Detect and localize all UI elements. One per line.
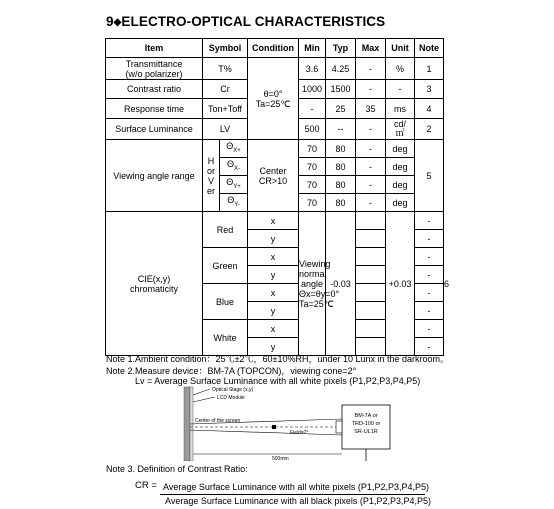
viewing-symbol: $\Theta_{Y+}$ [220,176,248,194]
viewing-min: 70 [299,194,326,212]
viewing-unit: deg [386,176,415,194]
cie-coord: x [248,212,299,230]
transmittance-unit: % [386,58,415,80]
note-3: Note 3. Definition of Contrast Ratio: [106,464,248,474]
cie-coord: y [248,266,299,284]
header-max: Max [356,39,386,58]
optical-stage-label: Optical Stage (x,y) [212,387,254,393]
cie-condition: Viewing normal angle Θx=θy=0° Ta=25℃ [299,212,326,356]
cie-typ [356,284,386,302]
response-max: 35 [356,99,386,119]
transmittance-note: 1 [415,58,444,80]
response-min: - [299,99,326,119]
cie-unit: - [415,302,444,320]
table-row: CIE(x,y) chromaticity Red x Viewing normal angle Θx=θy=0° Ta=25℃ -0.03 +0.03 - 6 [106,212,444,230]
lcd-leader [193,397,215,402]
lcd-module-panel [184,387,190,461]
header-note: Note [415,39,444,58]
viewing-min: 70 [299,140,326,158]
contrast-note: 3 [415,80,444,99]
viewing-symbol: $\Theta_{X+}$ [220,140,248,158]
section-title [106,14,385,29]
response-typ: 25 [326,99,356,119]
transmittance-symbol: T% [203,58,248,80]
header-unit: Unit [386,39,415,58]
cie-item: CIE(x,y) chromaticity [106,212,203,356]
cr-denominator: Average Surface Luminance with all black pixels (P1,P2,P3,P4,P5) [165,496,431,506]
viewing-min: 70 [299,176,326,194]
viewing-max: - [356,140,386,158]
cie-typ [356,230,386,248]
viewing-symbol: $\Theta_{X-}$ [220,158,248,176]
cie-color-green: Green [203,248,248,284]
luminance-max: - [356,119,386,140]
transmittance-min: 3.6 [299,58,326,80]
cie-unit: - [415,248,444,266]
field-label: Field=2° [290,430,309,436]
response-symbol: Ton+Toff [203,99,248,119]
note-2-lv: Lv = Average Surface Luminance with all white pixels (P1,P2,P3,P4,P5) [135,376,421,386]
cie-coord: y [248,338,299,356]
header-item: Item [106,39,203,58]
cie-coord: x [248,248,299,266]
luminance-unit: cd/㎡ [386,119,415,140]
distance-label: 500mm [272,456,289,461]
viewing-typ: 80 [326,194,356,212]
transmittance-typ: 4.25 [326,58,356,80]
fraction-bar [160,494,425,495]
section-number: 9 [106,14,114,29]
bm7a-device [342,405,390,449]
cie-typ [356,248,386,266]
viewing-min: 70 [299,158,326,176]
viewing-unit: deg [386,158,415,176]
cr-numerator: Average Surface Luminance with all white pixels (P1,P2,P3,P4,P5) [163,482,429,492]
transmittance-item: Transmittance (w/o polarizer) [106,58,203,80]
contrast-symbol: Cr [203,80,248,99]
viewing-typ: 80 [326,158,356,176]
measurement-setup-illustration [160,381,400,461]
table-row [106,58,444,80]
hover-label: H or V er [203,140,220,212]
viewing-typ: 80 [326,176,356,194]
cie-unit: - [415,266,444,284]
cie-typ [356,212,386,230]
luminance-symbol: LV [203,119,248,140]
transmittance-max: - [356,58,386,80]
cie-min: -0.03 [326,212,356,356]
response-note: 4 [415,99,444,119]
cie-unit: - [415,320,444,338]
luminance-min: 500 [299,119,326,140]
note-1: Note 1.Ambient condition：25℃±2℃，60±10%RH，under 10 Lunx in the darkroom。 [106,354,450,364]
cie-unit: - [415,230,444,248]
cone-lower [190,430,342,435]
cie-unit: - [415,212,444,230]
table-row [106,140,444,158]
cr-label: CR = [135,480,157,491]
luminance-note: 2 [415,119,444,140]
cie-coord: y [248,302,299,320]
contrast-item: Contrast ratio [106,80,203,99]
cie-max: +0.03 [386,212,415,356]
electro-optical-table [105,38,450,356]
cie-color-blue: Blue [203,284,248,320]
luminance-item: Surface Luminance [106,119,203,140]
contrast-unit: - [386,80,415,99]
bullet-icon: ◆ [113,17,122,28]
viewing-max: - [356,158,386,176]
cie-typ [356,320,386,338]
contrast-max: - [356,80,386,99]
note-2: Note 2.Measure device：BM-7A (TOPCON)，viewing cone=2° [106,366,357,376]
viewing-item: Viewing angle range [106,140,203,212]
device-line-1: BM-7A or [354,413,378,419]
cie-coord: x [248,320,299,338]
viewing-max: - [356,176,386,194]
contrast-min: 1000 [299,80,326,99]
header-symbol: Symbol [203,39,248,58]
field-marker [272,425,276,429]
header-typ: Typ [326,39,356,58]
cie-typ [356,266,386,284]
contrast-typ: 1500 [326,80,356,99]
viewing-condition: Center CR>10 [248,140,299,212]
cie-coord: x [248,284,299,302]
header-min: Min [299,39,326,58]
device-line-3: SR-UL1R [354,429,378,435]
stage-leader [193,389,210,395]
viewing-symbol: $\Theta_{Y-}$ [220,194,248,212]
device-lens [336,421,342,433]
lcd-module-label: LCD Module [217,395,245,401]
viewing-note: 5 [415,140,444,212]
luminance-typ: -- [326,119,356,140]
device-line-2: TRD-100 or [351,421,381,427]
cie-typ [356,302,386,320]
cie-unit: - [415,338,444,356]
title-text: ELECTRO-OPTICAL CHARACTERISTICS [121,14,386,29]
cie-color-red: Red [203,212,248,248]
viewing-unit: deg [386,194,415,212]
header-condition: Condition [248,39,299,58]
response-item: Response time [106,99,203,119]
viewing-unit: deg [386,140,415,158]
header-row [106,39,444,58]
viewing-max: - [356,194,386,212]
center-screen-label: Center of the screen [195,418,241,424]
measurement-diagram [160,381,400,461]
cie-coord: y [248,230,299,248]
group-condition: θ=0° Ta=25℃ [248,58,299,140]
viewing-typ: 80 [326,140,356,158]
response-unit: ms [386,99,415,119]
cie-color-white: White [203,320,248,356]
cie-unit: - [415,284,444,302]
